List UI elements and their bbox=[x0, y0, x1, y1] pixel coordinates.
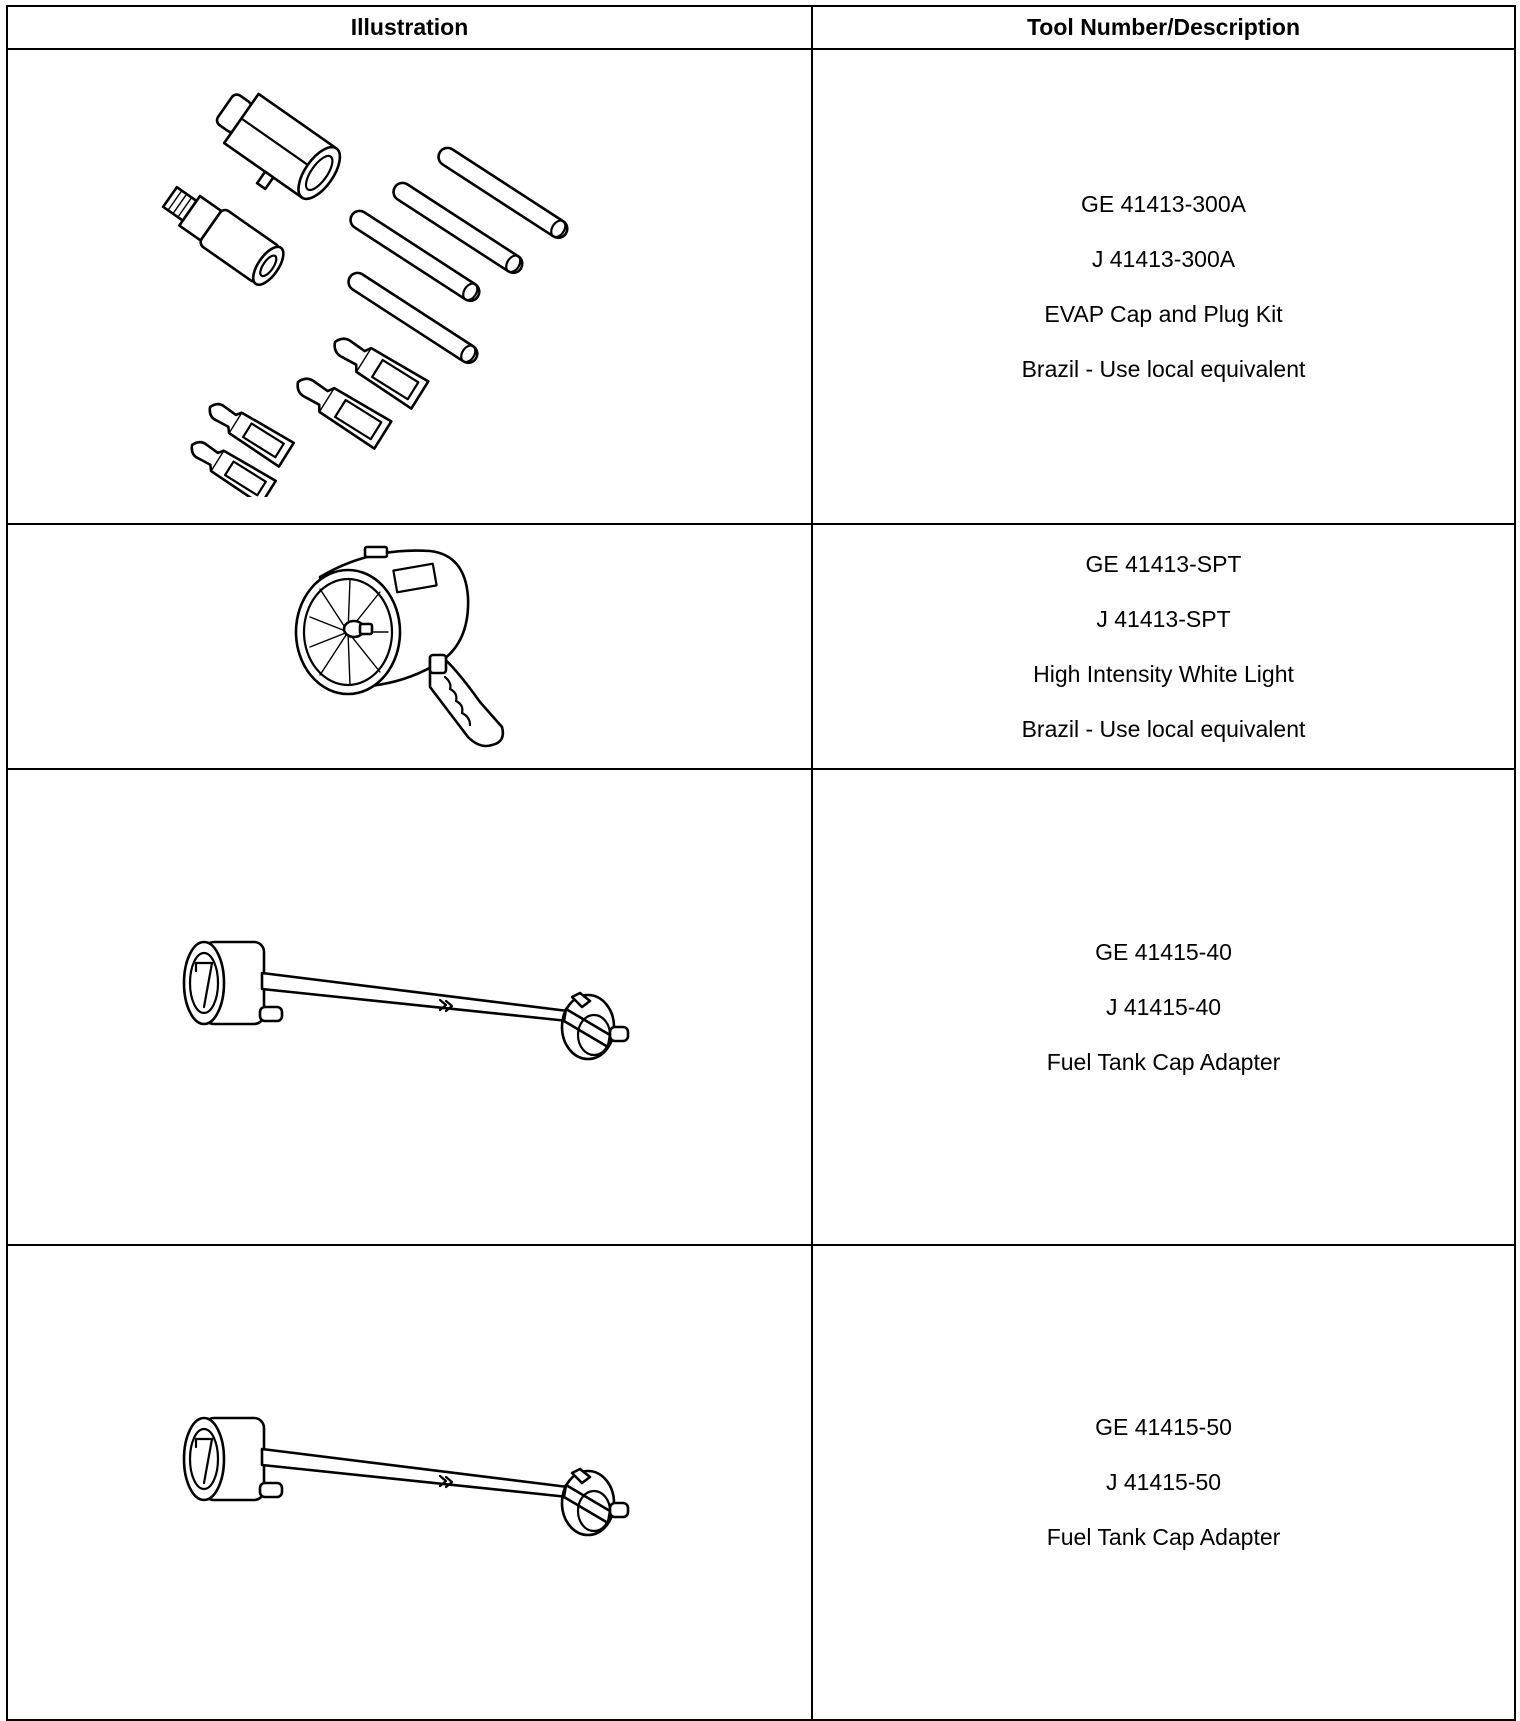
fuel-tank-cap-adapter-icon bbox=[170, 1393, 650, 1573]
tool-number-ge: GE 41415-40 bbox=[1095, 938, 1232, 965]
tool-description: Fuel Tank Cap Adapter bbox=[1046, 1048, 1281, 1075]
tool-description: Fuel Tank Cap Adapter bbox=[1046, 1524, 1281, 1550]
table-row bbox=[7, 49, 1515, 524]
illustration-cell bbox=[7, 769, 812, 1245]
illustration-cell bbox=[7, 1245, 812, 1720]
tool-number-j: J 41413-SPT bbox=[1096, 605, 1231, 632]
table-row bbox=[7, 769, 1515, 1245]
description-cell bbox=[812, 769, 1515, 1245]
table-row bbox=[7, 524, 1515, 769]
tool-number-j: J 41415-40 bbox=[1105, 993, 1222, 1020]
tool-number-ge: GE 41413-SPT bbox=[1085, 550, 1242, 577]
special-tools-table bbox=[6, 5, 1516, 1721]
description-header: Tool Number/Description bbox=[812, 6, 1515, 49]
tool-number-j: J 41413-300A bbox=[1091, 245, 1236, 272]
description-cell bbox=[812, 1245, 1515, 1720]
evap-cap-plug-kit-icon bbox=[130, 77, 690, 497]
illustration-header: Illustration bbox=[7, 6, 812, 49]
table-row bbox=[7, 1245, 1515, 1720]
tool-note: Brazil - Use local equivalent bbox=[1021, 355, 1306, 382]
tool-description: High Intensity White Light bbox=[1033, 660, 1294, 687]
tool-number-j: J 41415-50 bbox=[1105, 1469, 1222, 1495]
tool-number-ge: GE 41413-300A bbox=[1081, 190, 1246, 217]
fuel-tank-cap-adapter-icon bbox=[170, 917, 650, 1097]
description-cell bbox=[812, 49, 1515, 524]
tool-number-ge: GE 41415-50 bbox=[1095, 1414, 1232, 1440]
tool-description: EVAP Cap and Plug Kit bbox=[1044, 300, 1283, 327]
tool-note: Brazil - Use local equivalent bbox=[1021, 715, 1306, 742]
description-cell bbox=[812, 524, 1515, 769]
header-row bbox=[7, 6, 1515, 49]
white-light-icon bbox=[280, 537, 540, 757]
illustration-cell bbox=[7, 49, 812, 524]
illustration-cell bbox=[7, 524, 812, 769]
